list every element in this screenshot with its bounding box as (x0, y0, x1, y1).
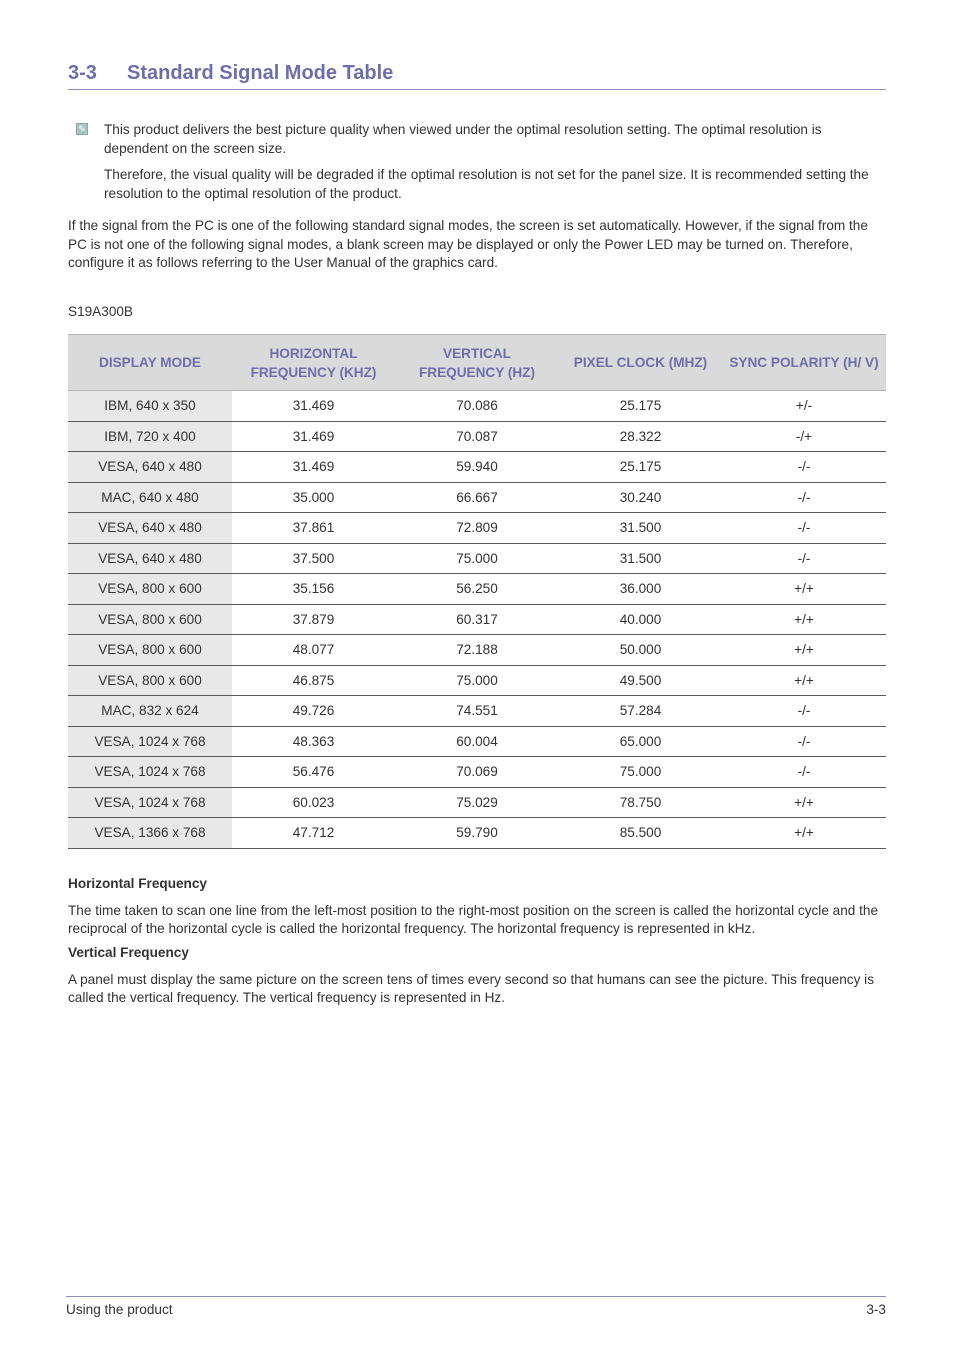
note-box (68, 120, 886, 210)
col-header-horizontal-frequency: HORIZONTAL FREQUENCY (KHZ) (232, 335, 395, 391)
cell-pixel-clock: 30.240 (559, 482, 722, 513)
cell-pixel-clock: 36.000 (559, 574, 722, 605)
cell-pixel-clock: 25.175 (559, 391, 722, 422)
cell-vertical-frequency: 59.940 (395, 452, 559, 483)
cell-pixel-clock: 65.000 (559, 726, 722, 757)
note-icon: ✎ (76, 123, 88, 135)
footer-page-number: 3-3 (866, 1302, 886, 1317)
cell-sync-polarity: -/+ (722, 421, 886, 452)
cell-vertical-frequency: 60.004 (395, 726, 559, 757)
cell-display-mode: VESA, 1024 x 768 (68, 787, 232, 818)
cell-display-mode: VESA, 1024 x 768 (68, 726, 232, 757)
table-row (68, 818, 886, 849)
table-row (68, 604, 886, 635)
cell-pixel-clock: 31.500 (559, 543, 722, 574)
cell-pixel-clock: 57.284 (559, 696, 722, 727)
cell-pixel-clock: 40.000 (559, 604, 722, 635)
cell-vertical-frequency: 60.317 (395, 604, 559, 635)
cell-horizontal-frequency: 60.023 (232, 787, 395, 818)
horizontal-frequency-text: The time taken to scan one line from the left-most position to the right-most position on the screen is called the horizontal cycle and the reciprocal of the horizontal cycle is called the horizontal frequency. The horizontal frequency is represented in kHz. (68, 903, 879, 936)
table-row (68, 543, 886, 574)
cell-display-mode: VESA, 640 x 480 (68, 543, 232, 574)
cell-display-mode: VESA, 640 x 480 (68, 513, 232, 544)
section-number: 3-3 (68, 62, 97, 84)
section-title: Standard Signal Mode Table (127, 62, 394, 84)
cell-horizontal-frequency: 46.875 (232, 665, 395, 696)
cell-horizontal-frequency: 48.077 (232, 635, 395, 666)
note-paragraph: This product delivers the best picture quality when viewed under the optimal resolution setting. The optimal resolution is dependent on the screen size. (104, 122, 822, 156)
cell-vertical-frequency: 72.809 (395, 513, 559, 544)
cell-horizontal-frequency: 37.879 (232, 604, 395, 635)
cell-vertical-frequency: 70.086 (395, 391, 559, 422)
cell-vertical-frequency: 66.667 (395, 482, 559, 513)
col-header-vertical-frequency: VERTICAL FREQUENCY (HZ) (395, 335, 559, 391)
cell-vertical-frequency: 70.087 (395, 421, 559, 452)
table-row (68, 696, 886, 727)
page-footer (66, 1296, 886, 1323)
cell-vertical-frequency: 75.000 (395, 665, 559, 696)
cell-sync-polarity: -/- (722, 452, 886, 483)
cell-vertical-frequency: 75.029 (395, 787, 559, 818)
col-header-display-mode: DISPLAY MODE (68, 335, 232, 391)
cell-display-mode: VESA, 800 x 600 (68, 665, 232, 696)
table-row (68, 391, 886, 422)
cell-horizontal-frequency: 35.156 (232, 574, 395, 605)
cell-sync-polarity: -/- (722, 543, 886, 574)
cell-sync-polarity: +/+ (722, 818, 886, 849)
cell-pixel-clock: 50.000 (559, 635, 722, 666)
cell-display-mode: VESA, 800 x 600 (68, 604, 232, 635)
footer-chapter: Using the product (66, 1302, 173, 1317)
table-row (68, 635, 886, 666)
model-label: S19A300B (68, 304, 134, 319)
col-header-pixel-clock: PIXEL CLOCK (MHZ) (559, 335, 722, 391)
vertical-frequency-text: A panel must display the same picture on the screen tens of times every second so that humans can see the picture. This frequency is called the vertical frequency. The vertical frequency is represented in Hz. (68, 972, 874, 1005)
cell-display-mode: MAC, 832 x 624 (68, 696, 232, 727)
table-row (68, 787, 886, 818)
cell-pixel-clock: 31.500 (559, 513, 722, 544)
cell-display-mode: VESA, 800 x 600 (68, 574, 232, 605)
cell-display-mode: VESA, 1024 x 768 (68, 757, 232, 788)
note-paragraph: Therefore, the visual quality will be degraded if the optimal resolution is not set for the panel size. It is recommended setting the resolution to the optimal resolution of the product. (104, 167, 869, 201)
cell-horizontal-frequency: 31.469 (232, 391, 395, 422)
cell-sync-polarity: +/+ (722, 787, 886, 818)
cell-display-mode: MAC, 640 x 480 (68, 482, 232, 513)
cell-display-mode: IBM, 640 x 350 (68, 391, 232, 422)
cell-pixel-clock: 78.750 (559, 787, 722, 818)
horizontal-frequency-heading: Horizontal Frequency (68, 876, 207, 891)
vertical-frequency-heading: Vertical Frequency (68, 945, 189, 960)
cell-display-mode: VESA, 800 x 600 (68, 635, 232, 666)
cell-horizontal-frequency: 31.469 (232, 452, 395, 483)
cell-horizontal-frequency: 56.476 (232, 757, 395, 788)
cell-sync-polarity: -/- (722, 726, 886, 757)
cell-horizontal-frequency: 48.363 (232, 726, 395, 757)
section-heading (68, 60, 886, 90)
cell-sync-polarity: +/+ (722, 665, 886, 696)
cell-sync-polarity: +/+ (722, 635, 886, 666)
cell-sync-polarity: -/- (722, 513, 886, 544)
cell-horizontal-frequency: 47.712 (232, 818, 395, 849)
cell-sync-polarity: +/- (722, 391, 886, 422)
cell-sync-polarity: -/- (722, 696, 886, 727)
table-row (68, 452, 886, 483)
signal-mode-table (68, 334, 886, 849)
cell-horizontal-frequency: 37.861 (232, 513, 395, 544)
cell-sync-polarity: +/+ (722, 574, 886, 605)
cell-pixel-clock: 85.500 (559, 818, 722, 849)
table-row (68, 726, 886, 757)
table-body (68, 391, 886, 849)
cell-vertical-frequency: 70.069 (395, 757, 559, 788)
cell-vertical-frequency: 59.790 (395, 818, 559, 849)
cell-pixel-clock: 75.000 (559, 757, 722, 788)
cell-horizontal-frequency: 37.500 (232, 543, 395, 574)
cell-horizontal-frequency: 35.000 (232, 482, 395, 513)
table-row (68, 421, 886, 452)
table-row (68, 665, 886, 696)
table-row (68, 574, 886, 605)
table-header-row (68, 335, 886, 391)
cell-display-mode: VESA, 1366 x 768 (68, 818, 232, 849)
cell-vertical-frequency: 56.250 (395, 574, 559, 605)
table-row (68, 513, 886, 544)
cell-vertical-frequency: 72.188 (395, 635, 559, 666)
cell-sync-polarity: +/+ (722, 604, 886, 635)
cell-vertical-frequency: 75.000 (395, 543, 559, 574)
col-header-sync-polarity: SYNC POLARITY (H/ V) (722, 335, 886, 391)
cell-sync-polarity: -/- (722, 482, 886, 513)
cell-pixel-clock: 49.500 (559, 665, 722, 696)
cell-sync-polarity: -/- (722, 757, 886, 788)
intro-paragraph: If the signal from the PC is one of the following standard signal modes, the screen is set automatically. However, if the signal from the PC is not one of the following signal modes, a blank screen may be displayed or only the Power LED may be turned on. Therefore, configure it as follows referring to the User Manual of the graphics card. (68, 218, 868, 270)
table-row (68, 482, 886, 513)
cell-horizontal-frequency: 49.726 (232, 696, 395, 727)
table-row (68, 757, 886, 788)
cell-display-mode: VESA, 640 x 480 (68, 452, 232, 483)
cell-pixel-clock: 25.175 (559, 452, 722, 483)
cell-pixel-clock: 28.322 (559, 421, 722, 452)
cell-horizontal-frequency: 31.469 (232, 421, 395, 452)
cell-display-mode: IBM, 720 x 400 (68, 421, 232, 452)
cell-vertical-frequency: 74.551 (395, 696, 559, 727)
